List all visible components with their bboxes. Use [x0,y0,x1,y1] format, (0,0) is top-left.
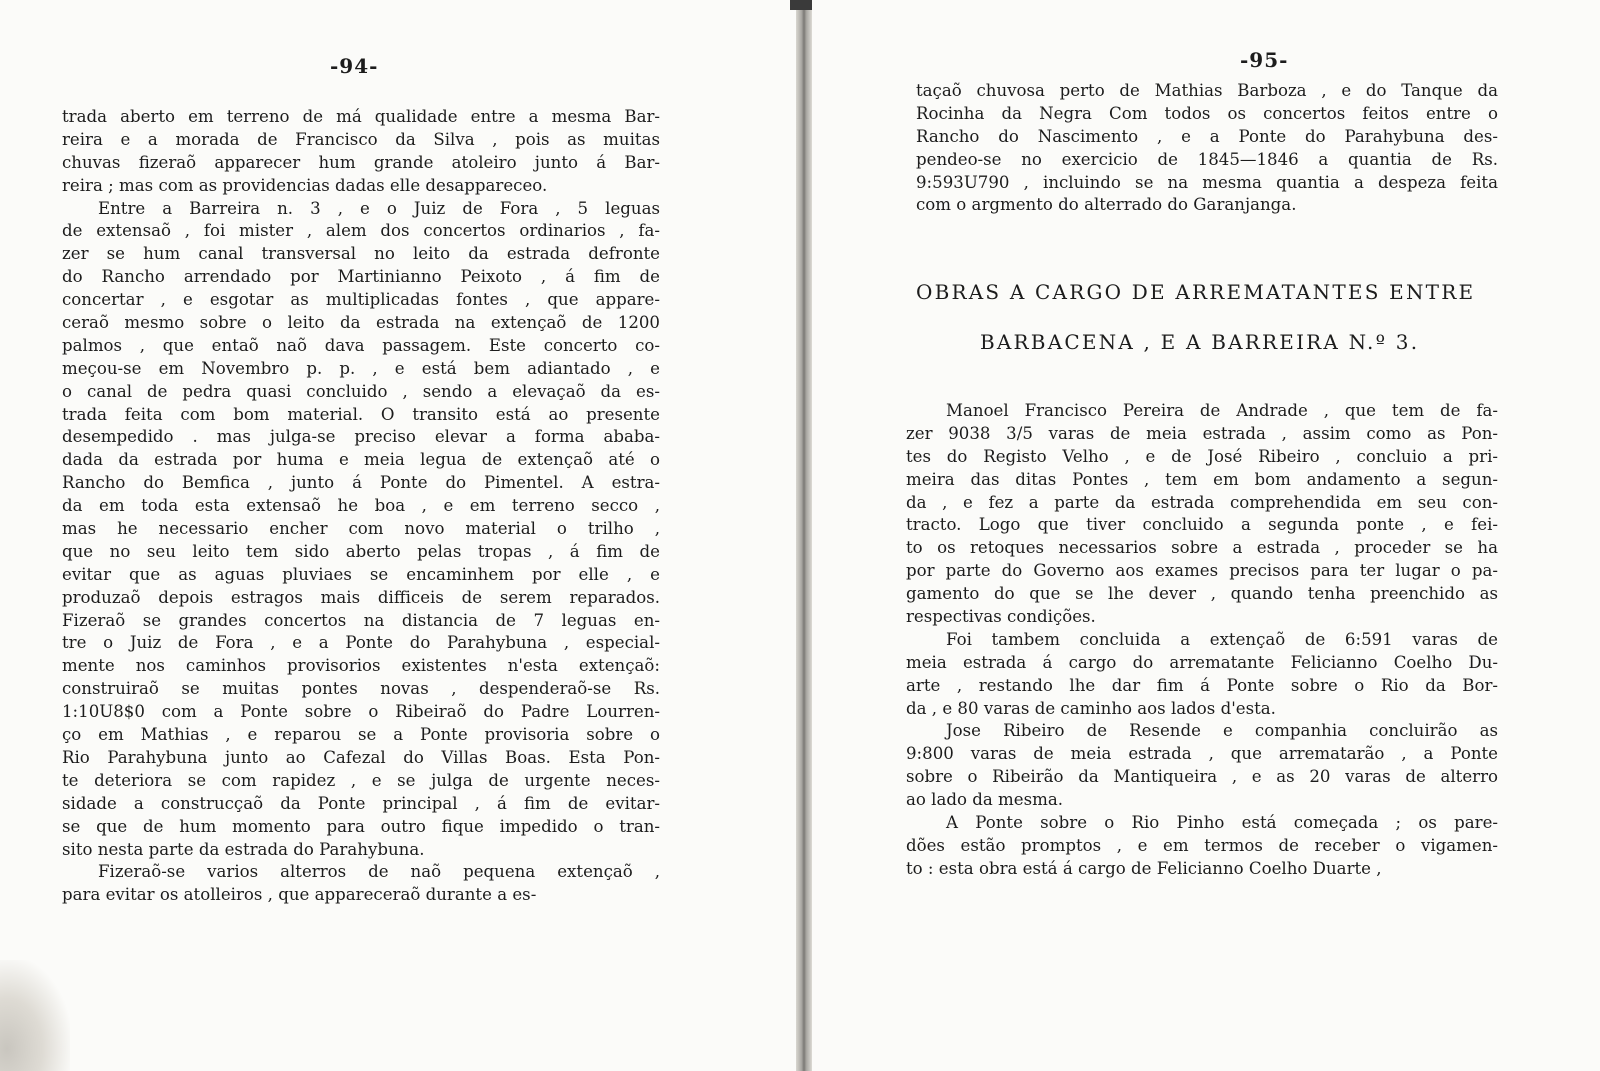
text-line: evitar que as aguas pluviaes se encaminhem por elle , e [62,564,660,584]
text-line: que no seu leito tem sido aberto pelas tropas , á fim de [62,541,660,561]
text-line: da , e fez a parte da estrada comprehendida em seu con- [906,492,1498,512]
text-line: A Ponte sobre o Rio Pinho está começada ; os pare- [946,813,1498,833]
left-page-text [62,106,660,907]
text-line: tes do Registo Velho , e de José Ribeiro , concluio a pri- [906,446,1498,466]
text-line: zer se hum canal transversal no leito da estrada defronte [62,244,660,264]
section-heading-line-2: BARBACENA , E A BARREIRA N.º 3. [980,330,1420,354]
text-line: gamento do que se lhe dever , quando tenha preenchido as [906,584,1498,604]
text-line: ao lado da mesma. [906,790,1064,810]
text-line: meira das ditas Pontes , tem em bom andamento a segun- [906,469,1498,489]
text-line: ço em Mathias , e reparou se a Ponte provisoria sobre o [62,725,660,745]
right-page-body-text [906,400,1498,881]
text-line: dões estão promptos , e em termos de receber o vigamen- [906,835,1498,855]
text-line: o canal de pedra quasi concluido , sendo a elevaçaõ da es- [62,381,660,401]
text-line: trada feita com bom material. O transito está ao presente [62,404,660,424]
text-line: Rio Parahybuna junto ao Cafezal do Villas Boas. Esta Pon- [62,747,660,767]
text-line: do Rancho arrendado por Martinianno Peixoto , á fim de [62,267,660,287]
text-line: trada aberto em terreno de má qualidade entre a mesma Bar- [62,107,660,126]
text-line: mente nos caminhos provisorios existentes n'esta extençaõ: [62,656,660,676]
text-line: palmos , que entaõ naõ dava passagem. Este concerto co- [62,335,660,355]
right-page-top-text [916,80,1498,217]
text-line: da em toda esta extensaõ he boa , e em terreno secco , [62,496,660,516]
text-line: Rancho do Nascimento , e a Ponte do Parahybuna des- [916,126,1498,146]
text-line: com o argmento do alterrado do Garanjanga. [916,195,1297,215]
text-line: sobre o Ribeirão da Mantiqueira , e as 20 varas de alterro [906,767,1498,787]
section-heading-line-1: OBRAS A CARGO DE ARREMATANTES ENTRE [916,280,1476,304]
text-line: to : esta obra está á cargo de Felicianno Coelho Duarte , [906,858,1382,878]
text-line: taçaõ chuvosa perto de Mathias Barboza , e do Tanque da [916,81,1498,100]
text-line: Foi tambem concluida a extençaõ de 6:591 varas de [946,629,1498,649]
left-page-number: -94- [330,54,379,78]
text-line: reira ; mas com as providencias dadas elle desappareceo. [62,175,548,195]
text-line: ceraõ mesmo sobre o leito da estrada na extençaõ de 1200 [62,313,660,333]
text-line: Entre a Barreira n. 3 , e o Juiz de Fora , 5 leguas [98,198,660,218]
text-line: chuvas fizeraõ apparecer hum grande atoleiro junto á Bar- [62,152,660,172]
text-line: dada da estrada por huma e meia legua de extençaõ até o [62,450,660,470]
text-line: Fizeraõ se grandes concertos na distancia de 7 leguas en- [62,610,660,630]
text-line: pendeo-se no exercicio de 1845—1846 a quantia de Rs. [916,149,1498,169]
text-line: tracto. Logo que tiver concluido a segunda ponte , e fei- [906,515,1498,535]
text-line: Fizeraõ-se varios alterros de naõ pequena extençaõ , [98,862,660,882]
text-line: 9:593U790 , incluindo se na mesma quantia a despeza feita [916,172,1498,192]
text-line: meçou-se em Novembro p. p. , e está bem adiantado , e [62,358,660,378]
text-line: arte , restando lhe dar fim á Ponte sobre o Rio da Bor- [906,675,1498,695]
text-line: sito nesta parte da estrada do Parahybuna. [62,839,425,859]
text-line: respectivas condições. [906,607,1096,627]
text-line: sidade a construcçaõ da Ponte principal , á fim de evitar- [62,793,660,813]
text-line: produzaõ depois estragos mais difficeis de serem reparados. [62,587,660,607]
text-line: zer 9038 3/5 varas de meia estrada , assim como as Pon- [906,423,1498,443]
text-line: da , e 80 varas de caminho aos lados d'esta. [906,698,1276,718]
paper-stain [0,960,70,1071]
text-line: construiraõ se muitas pontes novas , despenderaõ-se Rs. [62,679,660,699]
text-line: concertar , e esgotar as multiplicadas fontes , que appare- [62,290,660,310]
text-line: to os retoques necessarios sobre a estrada , proceder se ha [906,538,1498,558]
text-line: se que de hum momento para outro fique impedido o tran- [62,816,660,836]
text-line: 9:800 varas de meia estrada , que arrematarão , a Ponte [906,744,1498,764]
text-line: desempedido . mas julga-se preciso elevar a forma ababa- [62,427,660,447]
text-line: por parte do Governo aos exames precisos para ter lugar o pa- [906,561,1498,581]
text-line: 1:10U8$0 com a Ponte sobre o Ribeiraõ do Padre Lourren- [62,702,660,722]
text-line: te deteriora se com rapidez , e se julga de urgente neces- [62,770,660,790]
text-line: Rancho do Bemfica , junto á Ponte do Pimentel. A estra- [62,473,660,493]
text-line: reira e a morada de Francisco da Silva , pois as muitas [62,129,660,149]
text-line: tre o Juiz de Fora , e a Ponte do Parahybuna , especial- [62,633,660,653]
text-line: Jose Ribeiro de Resende e companhia concluirão as [946,721,1498,741]
text-line: meia estrada á cargo do arrematante Felicianno Coelho Du- [906,652,1498,672]
left-page [0,0,796,1071]
text-line: Rocinha da Negra Com todos os concertos feitos entre o [916,103,1498,123]
text-line: de extensaõ , foi mister , alem dos concertos ordinarios , fa- [62,221,660,241]
book-gutter [796,0,812,1071]
text-line: para evitar os atolleiros , que appareceraõ durante a es- [62,885,537,905]
text-line: Manoel Francisco Pereira de Andrade , que tem de fa- [946,401,1498,420]
right-page-number: -95- [1240,48,1289,72]
text-line: mas he necessario encher com novo material o trilho , [62,519,660,539]
